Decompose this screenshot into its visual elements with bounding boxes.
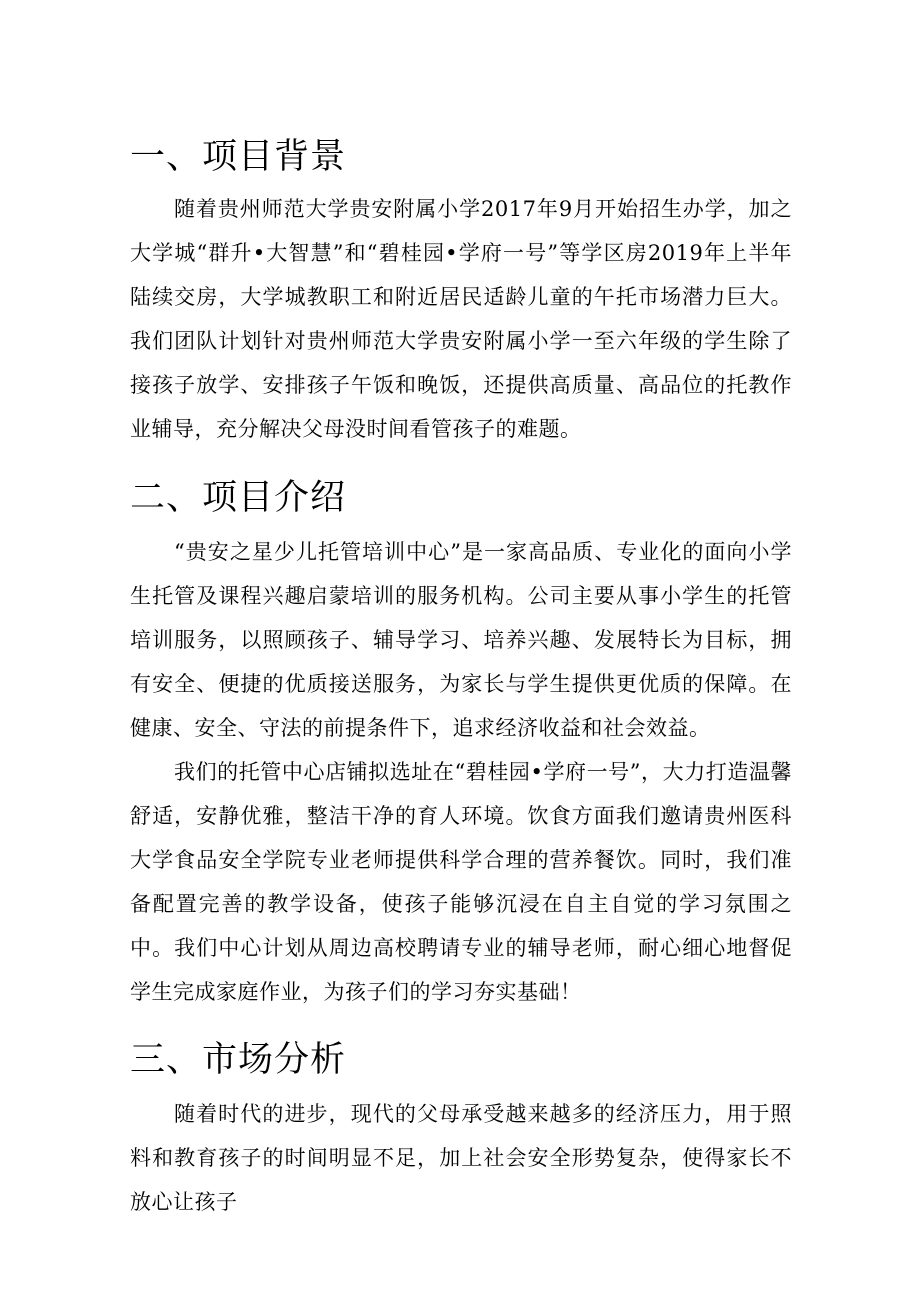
- paragraph-market-analysis: 随着时代的进步，现代的父母承受越来越多的经济压力，用于照料和教育孩子的时间明显不足，加上社会安全形势复杂，使得家长不放心让孩子: [130, 1102, 792, 1214]
- paragraph-background: 随着贵州师范大学贵安附属小学2017年9月开始招生办学，加之大学城“群升•大智慧”和“碧桂园•学府一号”等学区房2019年上半年陆续交房，大学城教职工和附近居民适龄儿童的午托市场潜力巨大。我们团队计划针对贵州师范大学贵安附属小学一至六年级的学生除了接孩子放学、安排孩子午饭和晚饭，还提供高质量、高品位的托教作业辅导，充分解决父母没时间看管孩子的难题。: [130, 197, 792, 441]
- paragraph-introduction-1: “贵安之星少儿托管培训中心”是一家高品质、专业化的面向小学生托管及课程兴趣启蒙培训的服务机构。公司主要从事小学生的托管培训服务，以照顾孩子、辅导学习、培养兴趣、发展特长为目标，拥有安全、便捷的优质接送服务，为家长与学生提供更优质的保障。在健康、安全、守法的前提条件下，追求经济收益和社会效益。: [130, 540, 792, 740]
- section-heading-introduction: 二、项目介绍: [130, 478, 347, 518]
- section-heading-market-analysis: 三、市场分析: [130, 1040, 347, 1080]
- paragraph-introduction-2: 我们的托管中心店铺拟选址在“碧桂园•学府一号”，大力打造温馨舒适，安静优雅，整洁干净的育人环境。饮食方面我们邀请贵州医科大学食品安全学院专业老师提供科学合理的营养餐饮。同时，我们准备配置完善的教学设备，使孩子能够沉浸在自主自觉的学习氛围之中。我们中心计划从周边高校聘请专业的辅导老师，耐心细心地督促学生完成家庭作业，为孩子们的学习夯实基础！: [130, 760, 792, 1004]
- section-heading-background: 一、项目背景: [130, 137, 347, 177]
